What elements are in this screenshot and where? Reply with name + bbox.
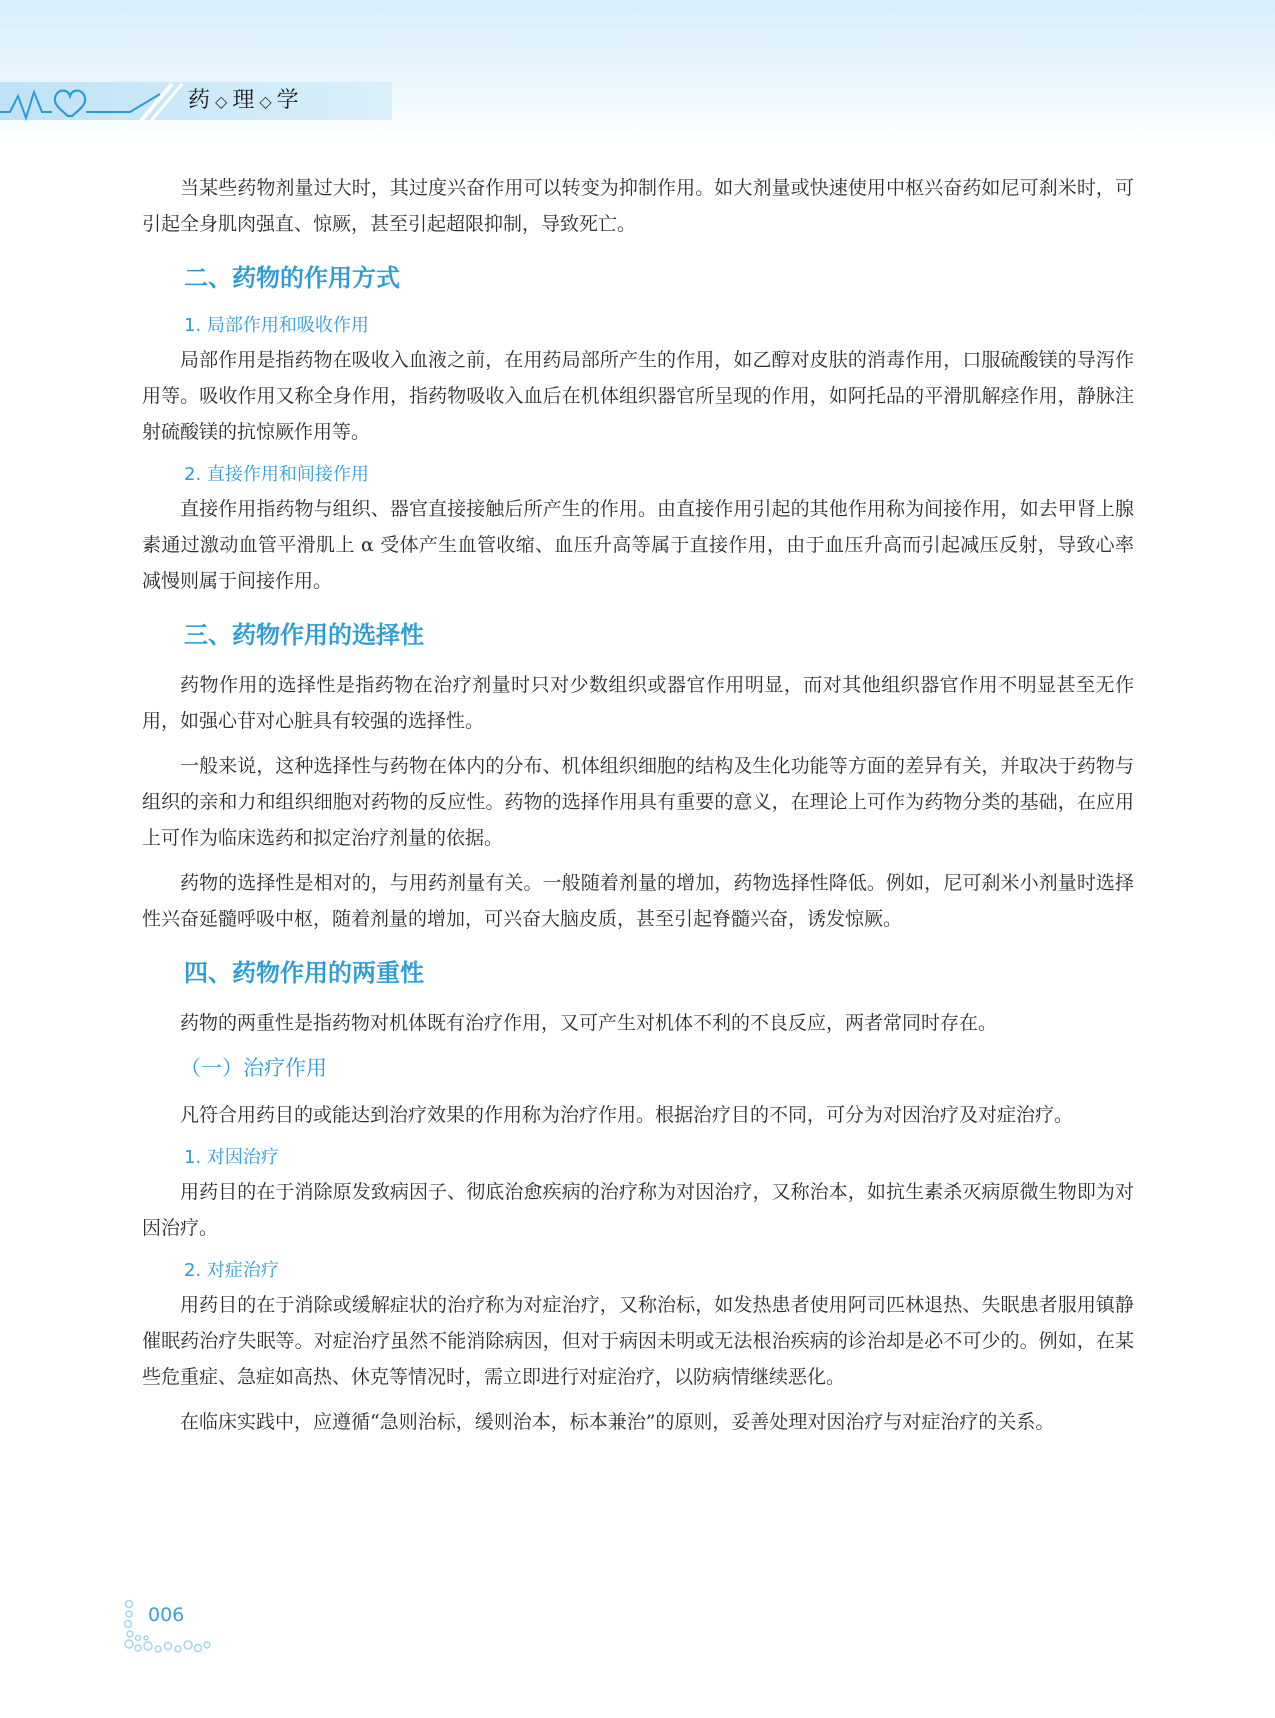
- paragraph: 药物的两重性是指药物对机体既有治疗作用，又可产生对机体不利的不良反应，两者常同时存在。: [180, 1012, 998, 1034]
- header-separator: ◇: [259, 92, 273, 111]
- subsection-heading: 1. 对因治疗: [184, 1147, 279, 1168]
- intro-paragraph: 当某些药物剂量过大时，其过度兴奋作用可以转变为抑制作用。如大剂量或快速使用中枢兴奋药如尼可刹米时，可引起全身肌肉强直、惊厥，甚至引起超限抑制，导致死亡。: [142, 177, 1134, 235]
- heartbeat-heart-icon: [0, 78, 190, 126]
- paragraph: 药物作用的选择性是指药物在治疗剂量时只对少数组织或器官作用明显，而对其他组织器官作用不明显甚至无作用，如强心苷对心脏具有较强的选择性。: [142, 674, 1134, 732]
- paragraph: 凡符合用药目的或能达到治疗效果的作用称为治疗作用。根据治疗目的不同，可分为对因治疗及对症治疗。: [180, 1104, 1074, 1126]
- paragraph: 局部作用是指药物在吸收入血液之前，在用药局部所产生的作用，如乙醇对皮肤的消毒作用，口服硫酸镁的导泻作用等。吸收作用又称全身作用，指药物吸收入血后在机体组织器官所呈现的作用，如阿托品的平滑肌解痉作用，静脉注射硫酸镁的抗惊厥作用等。: [142, 349, 1134, 443]
- header-title-char: 药: [188, 88, 212, 113]
- section-heading: 三、药物作用的选择性: [184, 621, 424, 649]
- paragraph: 在临床实践中，应遵循“急则治标，缓则治本，标本兼治”的原则，妥善处理对因治疗与对症治疗的关系。: [180, 1411, 1055, 1433]
- section-heading: 二、药物的作用方式: [184, 264, 400, 292]
- header-title-char: 学: [276, 88, 300, 113]
- section-heading: 四、药物作用的两重性: [184, 959, 424, 987]
- paragraph: 用药目的在于消除原发致病因子、彻底治愈疾病的治疗称为对因治疗，又称治本，如抗生素杀灭病原微生物即为对因治疗。: [142, 1181, 1134, 1239]
- header-title: [188, 86, 300, 116]
- paragraph: 直接作用指药物与组织、器官直接接触后所产生的作用。由直接作用引起的其他作用称为间接作用，如去甲肾上腺素通过激动血管平滑肌上 α 受体产生血管收缩、血压升高等属于直接作用，由于血压升高而引起减压反射，导致心率减慢则属于间接作用。: [142, 498, 1134, 592]
- header-separator: ◇: [215, 92, 229, 111]
- paragraph: 一般来说，这种选择性与药物在体内的分布、机体组织细胞的结构及生化功能等方面的差异有关，并取决于药物与组织的亲和力和组织细胞对药物的反应性。药物的选择作用具有重要的意义，在理论上可作为药物分类的基础，在应用上可作为临床选药和拟定治疗剂量的依据。: [142, 755, 1134, 849]
- subsection-heading: 1. 局部作用和吸收作用: [184, 315, 369, 336]
- subsection-heading: 2. 直接作用和间接作用: [184, 464, 369, 485]
- subsection-heading: （一）治疗作用: [180, 1056, 327, 1080]
- paragraph: 药物的选择性是相对的，与用药剂量有关。一般随着剂量的增加，药物选择性降低。例如，尼可刹米小剂量时选择性兴奋延髓呼吸中枢，随着剂量的增加，可兴奋大脑皮质，甚至引起脊髓兴奋，诱发惊厥。: [142, 872, 1134, 930]
- paragraph: 用药目的在于消除或缓解症状的治疗称为对症治疗，又称治标，如发热患者使用阿司匹林退热、失眠患者服用镇静催眠药治疗失眠等。对症治疗虽然不能消除病因，但对于病因未明或无法根治疾病的诊治却是必不可少的。例如，在某些危重症、急症如高热、休克等情况时，需立即进行对症治疗，以防病情继续恶化。: [142, 1294, 1134, 1388]
- page-content: [142, 170, 1134, 1449]
- page-number: 006: [148, 1604, 185, 1626]
- header-title-char: 理: [232, 88, 256, 113]
- subsection-heading: 2. 对症治疗: [184, 1260, 279, 1281]
- header-background: [0, 0, 1275, 145]
